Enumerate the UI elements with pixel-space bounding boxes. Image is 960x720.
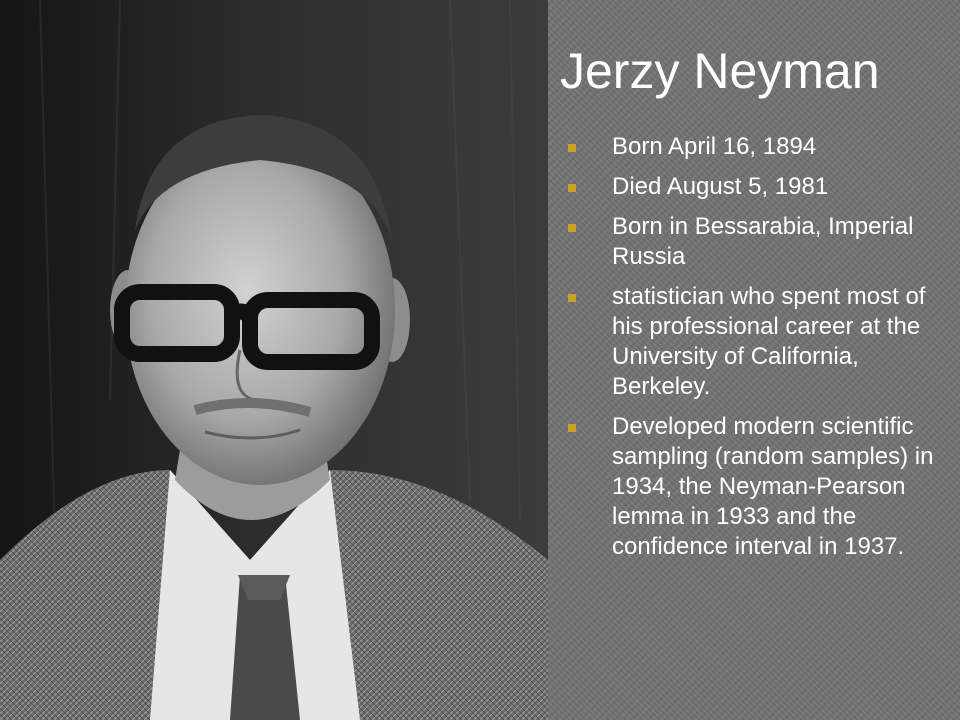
bullet-item [564, 212, 956, 272]
bullet-text: Developed modern scientific sampling (random samples) in 1934, the Neyman-Pearson lemma in 1933 and the confidence interval in 1937. [612, 413, 934, 560]
bullet-item [564, 172, 956, 202]
bullet-item [564, 282, 956, 402]
bullet-item [564, 132, 956, 162]
square-bullet-icon [568, 294, 576, 302]
content-panel [548, 0, 960, 720]
square-bullet-icon [568, 184, 576, 192]
square-bullet-icon [568, 144, 576, 152]
bullet-item [564, 412, 956, 562]
bullet-text: Died August 5, 1981 [612, 173, 829, 200]
bullet-text: Born April 16, 1894 [612, 133, 817, 160]
bullet-text: statistician who spent most of his professional career at the University of California, Berkeley. [612, 283, 926, 400]
square-bullet-icon [568, 424, 576, 432]
bullet-text: Born in Bessarabia, Imperial Russia [612, 213, 914, 270]
bullet-list [564, 132, 956, 572]
slide-title: Jerzy Neyman [560, 43, 880, 99]
square-bullet-icon [568, 224, 576, 232]
